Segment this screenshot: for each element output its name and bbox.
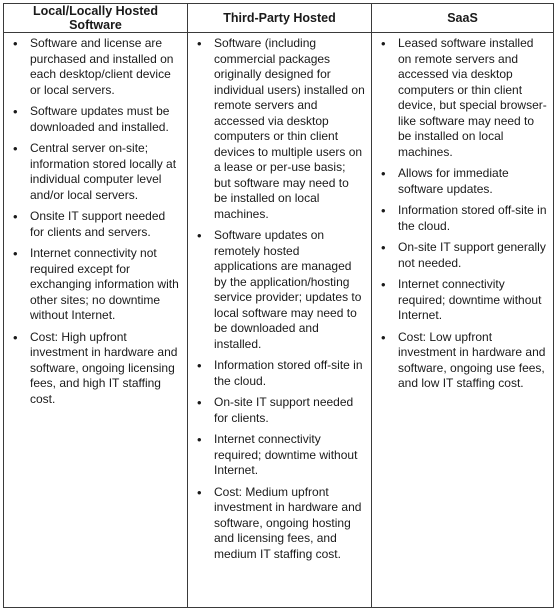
bullet-icon: • bbox=[381, 36, 386, 51]
list-item bbox=[194, 485, 365, 563]
list-item bbox=[378, 330, 547, 392]
bullet-icon: • bbox=[381, 166, 386, 181]
list-item-text: Software updates on remotely hosted applications are managed by the application/hosting service provider; updates to local software may need to be downloaded and installed. bbox=[214, 228, 362, 351]
bullet-icon: • bbox=[13, 141, 18, 156]
bullet-icon: • bbox=[197, 228, 202, 243]
bullet-icon: • bbox=[13, 246, 18, 261]
list-item-text: Internet connectivity required; downtime without Internet. bbox=[214, 432, 358, 477]
list-item bbox=[10, 36, 181, 98]
bullet-icon: • bbox=[13, 104, 18, 119]
list-item-text: Central server on-site; information stored locally at individual computer level and/or local servers. bbox=[30, 141, 177, 202]
bullet-icon: • bbox=[381, 240, 386, 255]
list-item-text: Software updates must be downloaded and installed. bbox=[30, 104, 170, 134]
bullet-icon: • bbox=[197, 395, 202, 410]
list-item bbox=[194, 432, 365, 479]
column-local-software bbox=[4, 33, 188, 608]
list-item bbox=[378, 277, 547, 324]
bullet-icon: • bbox=[13, 329, 18, 345]
bullet-icon: • bbox=[381, 329, 386, 345]
list-item bbox=[10, 141, 181, 203]
list-item bbox=[378, 166, 547, 197]
header-saas: SaaS bbox=[372, 4, 554, 33]
list-item-text: Allows for immediate software updates. bbox=[398, 166, 509, 196]
comparison-table bbox=[3, 3, 554, 608]
list-item bbox=[10, 104, 181, 135]
list-item-text: Internet connectivity required; downtime without Internet. bbox=[398, 277, 542, 322]
list-item bbox=[194, 36, 365, 222]
header-local-software: Local/Locally Hosted Software bbox=[4, 4, 188, 33]
bullet-icon: • bbox=[381, 203, 386, 218]
header-row bbox=[4, 4, 554, 33]
saas-list bbox=[378, 36, 547, 392]
bullet-icon: • bbox=[13, 36, 18, 51]
bullet-icon: • bbox=[197, 484, 202, 500]
list-item-text: Onsite IT support needed for clients and servers. bbox=[30, 209, 166, 239]
list-item-text: Information stored off-site in the cloud. bbox=[398, 203, 547, 233]
list-item-text: Software (including commercial packages originally designed for individual users) installed on remote servers and accessed via desktop computers or thin client devices to multiple users on a lease or per-use basis; but software may need to be installed on local machines. bbox=[214, 36, 365, 221]
list-item bbox=[378, 240, 547, 271]
column-third-party-hosted bbox=[188, 33, 372, 608]
list-item bbox=[378, 36, 547, 160]
list-item-text: Information stored off-site in the cloud. bbox=[214, 358, 363, 388]
list-item bbox=[10, 209, 181, 240]
local-software-list bbox=[10, 36, 181, 407]
column-saas bbox=[372, 33, 554, 608]
list-item-text: On-site IT support generally not needed. bbox=[398, 240, 546, 270]
list-item bbox=[194, 358, 365, 389]
list-item bbox=[10, 246, 181, 324]
bullet-icon: • bbox=[381, 277, 386, 292]
list-item bbox=[378, 203, 547, 234]
list-item-text: Cost: Medium upfront investment in hardware and software, ongoing hosting and licensing fees, and medium IT staffing cost. bbox=[214, 484, 362, 561]
content-row bbox=[4, 33, 554, 608]
list-item bbox=[10, 330, 181, 408]
bullet-icon: • bbox=[197, 36, 202, 51]
bullet-icon: • bbox=[13, 209, 18, 224]
bullet-icon: • bbox=[197, 432, 202, 447]
header-third-party-hosted: Third-Party Hosted bbox=[188, 4, 372, 33]
list-item-text: Cost: Low upfront investment in hardware and software, ongoing use fees, and low IT staffing cost. bbox=[398, 329, 546, 390]
list-item bbox=[194, 228, 365, 352]
third-party-hosted-list bbox=[194, 36, 365, 562]
list-item bbox=[194, 395, 365, 426]
list-item-text: Software and license are purchased and installed on each desktop/client device or local servers. bbox=[30, 36, 174, 97]
list-item-text: On-site IT support needed for clients. bbox=[214, 395, 354, 425]
list-item-text: Cost: High upfront investment in hardware and software, ongoing licensing fees, and high IT staffing cost. bbox=[30, 329, 178, 406]
list-item-text: Internet connectivity not required except for exchanging information with other sites; no downtime without Internet. bbox=[30, 246, 179, 322]
bullet-icon: • bbox=[197, 358, 202, 373]
list-item-text: Leased software installed on remote servers and accessed via desktop computers or thin client device, but special browser-like software may need to be installed on local machines. bbox=[398, 36, 547, 159]
